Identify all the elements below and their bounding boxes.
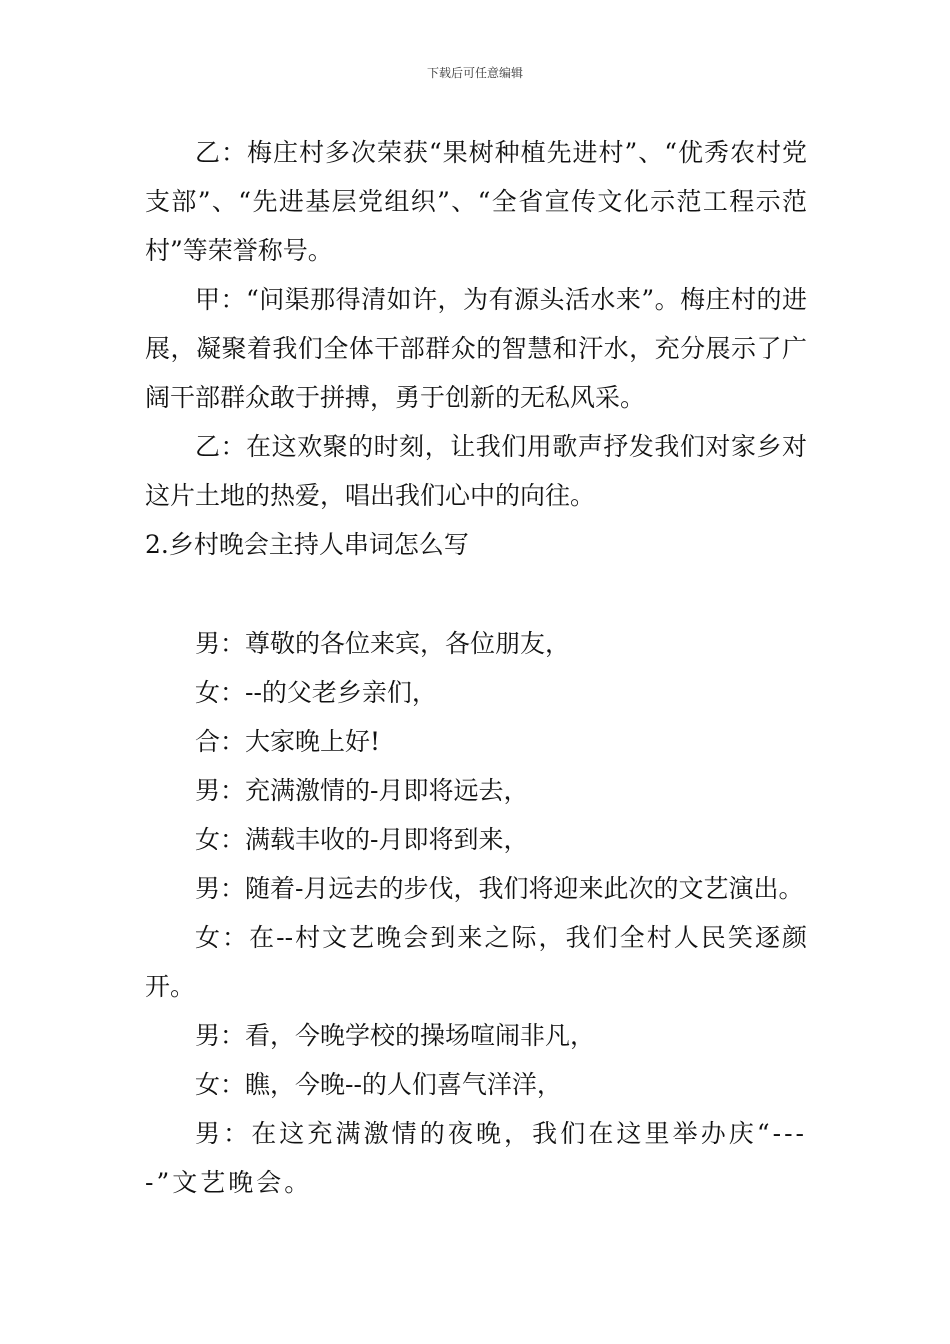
dialogue-line: 男：在这充满激情的夜晚，我们在这里举办庆“----”文艺晚会。 — [145, 1119, 807, 1197]
dialogue-line: 合：大家晚上好! — [195, 727, 381, 756]
dialogue-line: 女：在--村文艺晚会到来之际，我们全村人民笑逐颜开。 — [145, 923, 807, 1001]
dialogue-line: 男：充满激情的-月即将远去， — [195, 776, 529, 805]
spacer — [145, 569, 807, 619]
document-body — [145, 128, 807, 1207]
section-heading: 2.乡村晚会主持人串词怎么写 — [145, 530, 469, 559]
paragraph: 乙：在这欢聚的时刻，让我们用歌声抒发我们对家乡对这片土地的热爱，唱出我们心中的向往。 — [145, 432, 807, 510]
page-header: 下载后可任意编辑 — [426, 66, 523, 80]
dialogue-line: 男：尊敬的各位来宾，各位朋友， — [195, 629, 571, 658]
dialogue-line: 女：满载丰收的-月即将到来， — [195, 825, 529, 854]
dialogue-line: 女：瞧，今晚--的人们喜气洋洋， — [195, 1070, 562, 1099]
dialogue-line: 男：随着-月远去的步伐，我们将迎来此次的文艺演出。 — [195, 874, 804, 903]
paragraph: 乙：梅庄村多次荣获“果树种植先进村”、“优秀农村党支部”、“先进基层党组织”、“全省宣传文化示范工程示范村”等荣誉称号。 — [145, 138, 807, 265]
dialogue-line: 男：看，今晚学校的操场喧闹非凡， — [195, 1021, 596, 1050]
dialogue-line: 女：--的父老乡亲们， — [195, 678, 437, 707]
paragraph: 甲：“问渠那得清如许，为有源头活水来”。梅庄村的进展，凝聚着我们全体干部群众的智慧和汗水，充分展示了广阔干部群众敢于拼搏，勇于创新的无私风采。 — [145, 285, 807, 412]
